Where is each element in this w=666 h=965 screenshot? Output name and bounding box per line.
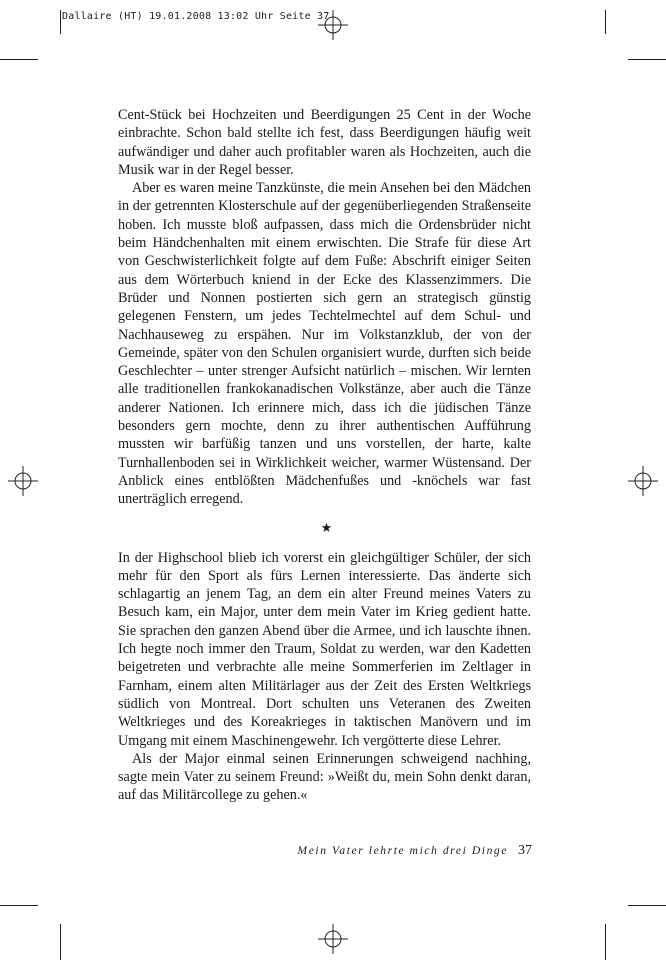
body-text <box>118 106 531 805</box>
crop-mark-bottom-right-vertical <box>605 924 606 960</box>
registration-mark-right-icon <box>628 466 658 496</box>
crop-mark-top-right-vertical <box>605 10 606 34</box>
paragraph: Cent-Stück bei Hochzeiten und Beerdigungen 25 Cent in der Woche einbrachte. Schon bald stellte ich fest, dass Beerdigungen häufig weit aufwändiger und daher auch profitabler waren als Hochzeiten, auch die Musik war in der Regel besser. <box>118 107 531 178</box>
page-footer <box>298 841 532 859</box>
page-number: 37 <box>518 843 532 858</box>
registration-mark-top-icon <box>318 10 348 40</box>
paragraph: Als der Major einmal seinen Erinnerungen schweigend nachhing, sagte mein Vater zu seinem Freund: »Weißt du, mein Sohn denkt daran, auf das Militärcollege zu gehen.« <box>118 750 531 804</box>
crop-mark-top-right-horizontal <box>628 59 666 60</box>
crop-mark-bottom-left-vertical <box>60 924 61 960</box>
section-separator-star-icon: ★ <box>320 519 333 535</box>
paragraph: Aber es waren meine Tanzkünste, die mein Ansehen bei den Mädchen in der getrennten Klosterschule auf der gegenüberliegenden Straßenseite hoben. Ich musste bloß aufpassen, dass mich die Ordensbrüder nicht beim Händchenhalten mit einem erwischten. Die Strafe für diese Art von Geschwisterlichkeit folgte auf dem Fuße: Abschrift einiger Seiten aus dem Wörterbuch kniend in der Ecke des Klassenzimmers. Die Brüder und Nonnen postierten sich gern an strategisch günstig gelegenen Fenstern, um jedes Techtelmechtel auf dem Schul- und Nachhauseweg zu erspähen. Nur im Volkstanzklub, der von der Gemeinde, später von den Schulen organisiert wurde, durften sich beide Geschlechter – unter strenger Aufsicht natürlich – mischen. Wir lernten alle traditionellen frankokanadischen Volkstänze, aber auch die Tänze anderer Nationen. Ich erinnere mich, dass ich die jüdischen Tänze besonders gern mochte, denn zu ihrer authentischen Aufführung mussten wir barfüßig tanzen und uns vorstellen, der harte, kalte Turnhallenboden sei in Wirklichkeit weicher, warmer Wüstensand. Der Anblick eines entblößten Mädchenfußes und -knöchels war fast unerträglich erregend. <box>118 180 531 508</box>
registration-mark-bottom-icon <box>318 924 348 954</box>
registration-mark-left-icon <box>8 466 38 496</box>
crop-mark-bottom-right-horizontal <box>628 905 666 906</box>
crop-mark-bottom-left-horizontal <box>0 905 38 906</box>
running-title: Mein Vater lehrte mich drei Dinge <box>297 845 508 857</box>
printer-slug: Dallaire (HT) 19.01.2008 13:02 Uhr Seite 37 <box>62 11 330 22</box>
crop-mark-top-left-vertical <box>60 10 61 34</box>
crop-mark-top-left-horizontal <box>0 59 38 60</box>
paragraph: In der Highschool blieb ich vorerst ein gleichgültiger Schüler, der sich mehr für den Sport als fürs Lernen interessierte. Das änderte sich schlagartig an jenem Tag, an dem ein alter Freund meines Vaters zu Besuch kam, ein Major, unter dem mein Vater im Krieg gedient hatte. Sie sprachen den ganzen Abend über die Armee, und ich lauschte ihnen. Ich hegte noch immer den Traum, Soldat zu werden, war den Kadetten beigetreten und verbrachte alle meine Sommerferien im Zeltlager in Farnham, einem alten Militärlager aus der Zeit des Ersten Weltkriegs südlich von Montreal. Dort schulten uns Veteranen des Zweiten Weltkrieges und des Koreakrieges in taktischen Manövern und im Umgang mit einem Maschinengewehr. Ich vergötterte diese Lehrer. <box>118 549 531 749</box>
